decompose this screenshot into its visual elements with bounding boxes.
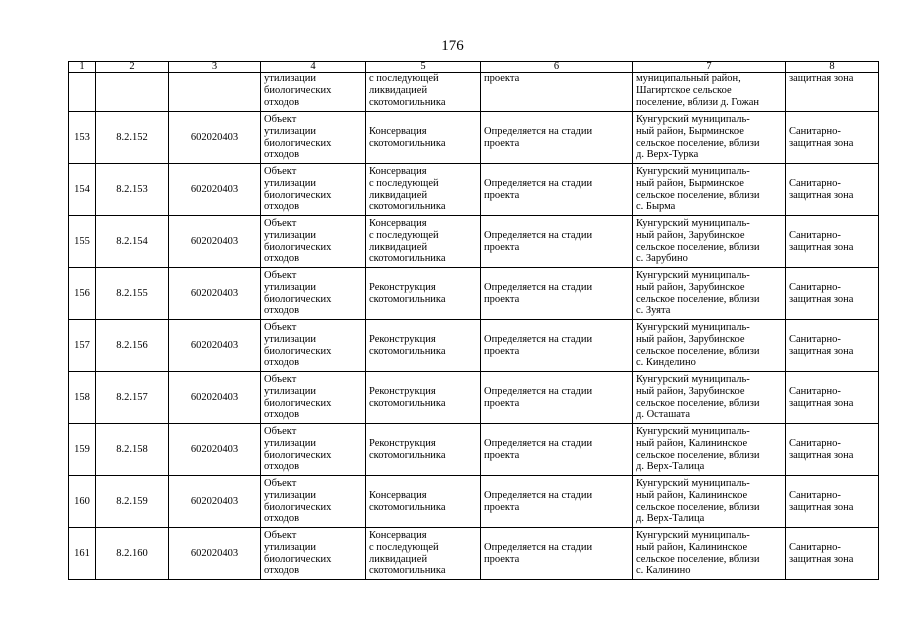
object-type-text: Объект утилизации биологических отходов bbox=[264, 373, 332, 421]
zone-cell bbox=[786, 372, 879, 424]
location-text: Кунгурский муниципаль- ный район, Зарубинское сельское поселение, вблизи с. Зуята bbox=[636, 269, 760, 317]
table-row bbox=[69, 528, 879, 580]
action-text: Консервация с последующей ликвидацией скотомогильника bbox=[369, 217, 446, 265]
parameters-text: Определяется на стадии проекта bbox=[484, 125, 593, 149]
column-header: 2 bbox=[96, 62, 169, 73]
object-type-text: Объект утилизации биологических отходов bbox=[264, 321, 332, 369]
code-cell: 8.2.153 bbox=[96, 164, 169, 216]
object-type-text: Объект утилизации биологических отходов bbox=[264, 529, 332, 577]
code-cell: 8.2.157 bbox=[96, 372, 169, 424]
location-text: Кунгурский муниципаль- ный район, Зарубинское сельское поселение, вблизи д. Осташата bbox=[636, 373, 760, 421]
parameters-text: Определяется на стадии проекта bbox=[484, 385, 593, 409]
classifier-cell: 602020403 bbox=[169, 528, 261, 580]
object-type-text: Объект утилизации биологических отходов bbox=[264, 217, 332, 265]
location-cell bbox=[633, 216, 786, 268]
action-cell bbox=[366, 476, 481, 528]
zone-cell bbox=[786, 424, 879, 476]
action-cell bbox=[366, 528, 481, 580]
row-number-cell: 160 bbox=[69, 476, 96, 528]
action-text: Консервация скотомогильника bbox=[369, 125, 446, 149]
parameters-text: Определяется на стадии проекта bbox=[484, 229, 593, 253]
zone-cell bbox=[786, 216, 879, 268]
action-cell bbox=[366, 73, 481, 112]
location-cell bbox=[633, 164, 786, 216]
code-cell bbox=[96, 73, 169, 112]
table-row bbox=[69, 216, 879, 268]
location-text: муниципальный район, Шагиртское сельское поселение, вблизи д. Гожан bbox=[636, 73, 760, 108]
object-type-text: Объект утилизации биологических отходов bbox=[264, 425, 332, 473]
zone-text: Санитарно- защитная зона bbox=[789, 333, 854, 357]
object-type-cell bbox=[261, 528, 366, 580]
action-cell bbox=[366, 164, 481, 216]
table-row bbox=[69, 424, 879, 476]
object-type-text: утилизации биологических отходов bbox=[264, 73, 332, 108]
parameters-cell bbox=[481, 320, 633, 372]
zone-cell bbox=[786, 320, 879, 372]
object-type-cell bbox=[261, 372, 366, 424]
action-text: Консервация с последующей ликвидацией скотомогильника bbox=[369, 529, 446, 577]
row-number-cell bbox=[69, 73, 96, 112]
zone-cell bbox=[786, 476, 879, 528]
zone-text: Санитарно- защитная зона bbox=[789, 177, 854, 201]
parameters-text: Определяется на стадии проекта bbox=[484, 281, 593, 305]
location-text: Кунгурский муниципаль- ный район, Калининское сельское поселение, вблизи д. Верх-Талица bbox=[636, 477, 760, 525]
object-type-cell bbox=[261, 112, 366, 164]
action-cell bbox=[366, 372, 481, 424]
location-cell bbox=[633, 268, 786, 320]
action-text: Реконструкция скотомогильника bbox=[369, 385, 446, 409]
classifier-cell: 602020403 bbox=[169, 320, 261, 372]
zone-text: Санитарно- защитная зона bbox=[789, 541, 854, 565]
location-cell bbox=[633, 372, 786, 424]
code-cell: 8.2.158 bbox=[96, 424, 169, 476]
parameters-cell bbox=[481, 424, 633, 476]
object-type-cell bbox=[261, 320, 366, 372]
column-number-row bbox=[69, 62, 879, 73]
parameters-cell bbox=[481, 73, 633, 112]
location-text: Кунгурский муниципаль- ный район, Зарубинское сельское поселение, вблизи с. Зарубино bbox=[636, 217, 760, 265]
row-number-cell: 159 bbox=[69, 424, 96, 476]
object-type-text: Объект утилизации биологических отходов bbox=[264, 113, 332, 161]
zone-text: защитная зона bbox=[789, 73, 854, 84]
row-number-cell: 161 bbox=[69, 528, 96, 580]
parameters-cell bbox=[481, 112, 633, 164]
code-cell: 8.2.155 bbox=[96, 268, 169, 320]
parameters-cell bbox=[481, 268, 633, 320]
zone-text: Санитарно- защитная зона bbox=[789, 437, 854, 461]
classifier-cell bbox=[169, 73, 261, 112]
zone-text: Санитарно- защитная зона bbox=[789, 281, 854, 305]
parameters-text: Определяется на стадии проекта bbox=[484, 541, 593, 565]
parameters-cell bbox=[481, 216, 633, 268]
object-type-cell bbox=[261, 424, 366, 476]
zone-cell bbox=[786, 268, 879, 320]
location-text: Кунгурский муниципаль- ный район, Бырминское сельское поселение, вблизи д. Верх-Турка bbox=[636, 113, 760, 161]
action-cell bbox=[366, 424, 481, 476]
location-cell bbox=[633, 424, 786, 476]
object-type-cell bbox=[261, 476, 366, 528]
zone-cell bbox=[786, 112, 879, 164]
parameters-text: Определяется на стадии проекта bbox=[484, 489, 593, 513]
page-number: 176 bbox=[441, 38, 464, 54]
objects-table bbox=[68, 61, 879, 580]
column-header: 6 bbox=[481, 62, 633, 73]
action-text: Реконструкция скотомогильника bbox=[369, 281, 446, 305]
code-cell: 8.2.160 bbox=[96, 528, 169, 580]
code-cell: 8.2.152 bbox=[96, 112, 169, 164]
action-cell bbox=[366, 112, 481, 164]
action-cell bbox=[366, 320, 481, 372]
location-cell bbox=[633, 320, 786, 372]
classifier-cell: 602020403 bbox=[169, 216, 261, 268]
table-row bbox=[69, 372, 879, 424]
zone-text: Санитарно- защитная зона bbox=[789, 125, 854, 149]
parameters-text: Определяется на стадии проекта bbox=[484, 333, 593, 357]
code-cell: 8.2.154 bbox=[96, 216, 169, 268]
column-header: 4 bbox=[261, 62, 366, 73]
parameters-cell bbox=[481, 476, 633, 528]
zone-cell bbox=[786, 73, 879, 112]
action-text: с последующей ликвидацией скотомогильника bbox=[369, 73, 446, 108]
action-text: Консервация с последующей ликвидацией скотомогильника bbox=[369, 165, 446, 213]
table-row bbox=[69, 268, 879, 320]
location-text: Кунгурский муниципаль- ный район, Бырминское сельское поселение, вблизи с. Бырма bbox=[636, 165, 760, 213]
parameters-cell bbox=[481, 372, 633, 424]
action-cell bbox=[366, 268, 481, 320]
object-type-cell bbox=[261, 268, 366, 320]
row-number-cell: 153 bbox=[69, 112, 96, 164]
location-cell bbox=[633, 112, 786, 164]
continuation-row bbox=[69, 73, 879, 112]
column-header: 3 bbox=[169, 62, 261, 73]
parameters-cell bbox=[481, 164, 633, 216]
action-text: Консервация скотомогильника bbox=[369, 489, 446, 513]
column-header: 8 bbox=[786, 62, 879, 73]
object-type-text: Объект утилизации биологических отходов bbox=[264, 269, 332, 317]
action-cell bbox=[366, 216, 481, 268]
parameters-text: Определяется на стадии проекта bbox=[484, 437, 593, 461]
location-text: Кунгурский муниципаль- ный район, Зарубинское сельское поселение, вблизи с. Кинделино bbox=[636, 321, 760, 369]
classifier-cell: 602020403 bbox=[169, 372, 261, 424]
table-row bbox=[69, 112, 879, 164]
zone-text: Санитарно- защитная зона bbox=[789, 385, 854, 409]
location-cell bbox=[633, 73, 786, 112]
column-header: 5 bbox=[366, 62, 481, 73]
classifier-cell: 602020403 bbox=[169, 476, 261, 528]
code-cell: 8.2.156 bbox=[96, 320, 169, 372]
row-number-cell: 156 bbox=[69, 268, 96, 320]
row-number-cell: 155 bbox=[69, 216, 96, 268]
zone-cell bbox=[786, 164, 879, 216]
row-number-cell: 158 bbox=[69, 372, 96, 424]
zone-text: Санитарно- защитная зона bbox=[789, 229, 854, 253]
location-text: Кунгурский муниципаль- ный район, Калининское сельское поселение, вблизи д. Верх-Талица bbox=[636, 425, 760, 473]
classifier-cell: 602020403 bbox=[169, 164, 261, 216]
object-type-text: Объект утилизации биологических отходов bbox=[264, 165, 332, 213]
table-row bbox=[69, 320, 879, 372]
object-type-text: Объект утилизации биологических отходов bbox=[264, 477, 332, 525]
classifier-cell: 602020403 bbox=[169, 112, 261, 164]
parameters-cell bbox=[481, 528, 633, 580]
action-text: Реконструкция скотомогильника bbox=[369, 333, 446, 357]
action-text: Реконструкция скотомогильника bbox=[369, 437, 446, 461]
row-number-cell: 157 bbox=[69, 320, 96, 372]
table-row bbox=[69, 164, 879, 216]
parameters-text: проекта bbox=[484, 73, 520, 84]
location-text: Кунгурский муниципаль- ный район, Калининское сельское поселение, вблизи с. Калинино bbox=[636, 529, 760, 577]
parameters-text: Определяется на стадии проекта bbox=[484, 177, 593, 201]
location-cell bbox=[633, 476, 786, 528]
location-cell bbox=[633, 528, 786, 580]
zone-text: Санитарно- защитная зона bbox=[789, 489, 854, 513]
row-number-cell: 154 bbox=[69, 164, 96, 216]
code-cell: 8.2.159 bbox=[96, 476, 169, 528]
classifier-cell: 602020403 bbox=[169, 268, 261, 320]
table-row bbox=[69, 476, 879, 528]
object-type-cell bbox=[261, 164, 366, 216]
classifier-cell: 602020403 bbox=[169, 424, 261, 476]
zone-cell bbox=[786, 528, 879, 580]
object-type-cell bbox=[261, 73, 366, 112]
column-header: 7 bbox=[633, 62, 786, 73]
column-header: 1 bbox=[69, 62, 96, 73]
object-type-cell bbox=[261, 216, 366, 268]
